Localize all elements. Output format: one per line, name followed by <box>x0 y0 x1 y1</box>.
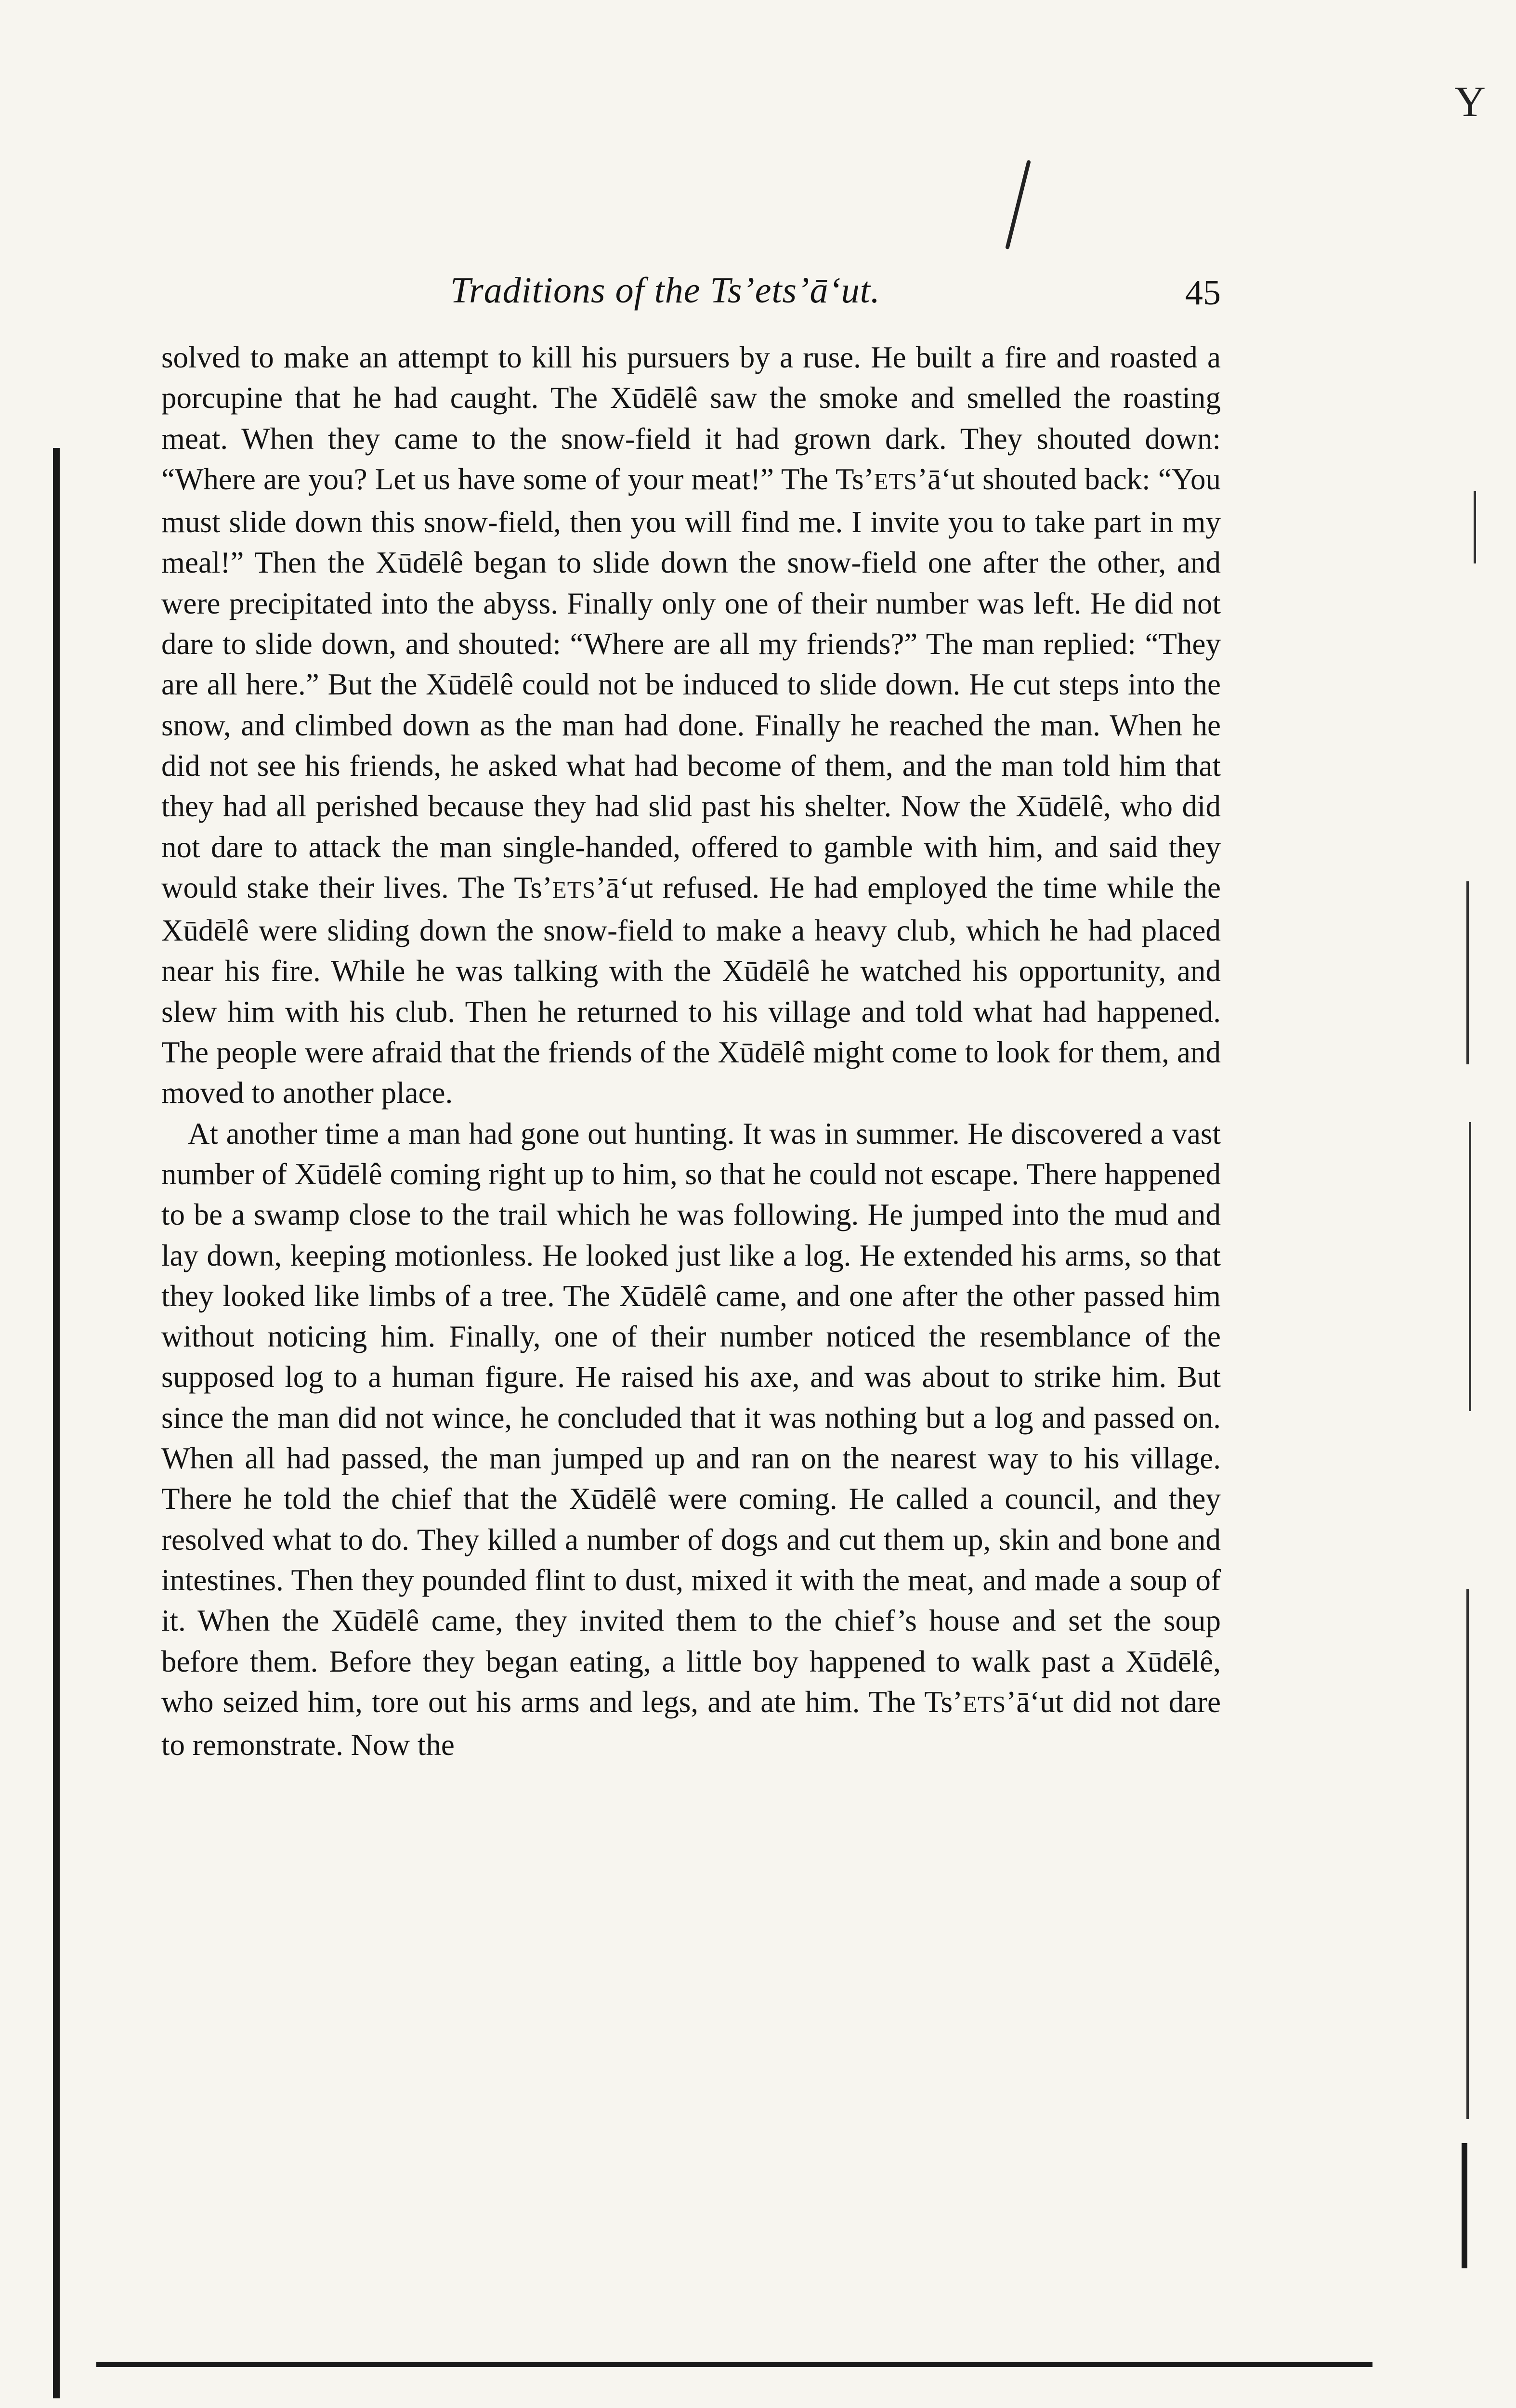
paragraph <box>161 1113 1221 1766</box>
scan-edge-mark <box>1462 2143 1467 2268</box>
text-run: ’ā‘ut shouted back: “You must slide down this snow-field, then you will find me. I invite you to take part in my meal!” Then the Xūdēlê began to slide down the snow-field one after the other, and were precipitated into the abyss. Finally only one of their number was left. He did not dare to slide down, and shouted: “Where are all my friends?” The man replied: “They are all here.” But the Xūdēlê could not be induced to slide down. He cut steps into the snow, and climbed down as the man had done. Finally he reached the man. When he did not see his friends, he asked what had become of them, and the man told him that they had all perished because they had slid past his shelter. Now the Xūdēlê, who did not dare to attack the man single-handed, offered to gamble with him, and said they would stake their lives. The Ts’ <box>161 462 1221 904</box>
running-head <box>161 270 1221 323</box>
smallcaps-run: ETS <box>963 1690 1006 1717</box>
scan-edge-mark <box>1466 1589 1469 2119</box>
page-number: 45 <box>1185 273 1221 313</box>
text-run: ’ā‘ut did not dare to remonstrate. Now the <box>161 1685 1221 1762</box>
running-title: Traditions of the Ts’ets’ā‘ut. <box>450 270 880 311</box>
smallcaps-run: ETS <box>874 468 917 495</box>
pencil-mark <box>1005 160 1031 249</box>
scan-corner-mark: Y <box>1454 78 1486 126</box>
scan-edge-mark <box>1474 491 1476 563</box>
smallcaps-run: ETS <box>552 876 596 903</box>
scan-edge-mark <box>1469 1122 1471 1411</box>
text-run: ’ā‘ut refused. He had employed the time while the Xūdēlê were sliding down the snow-field to make a heavy club, which he had placed near his fire. While he was talking with the Xūdēlê he watched his opportunity, and slew him with his club. Then he returned to his village and told what had happened. The people were afraid that the friends of the Xūdēlê might come to look for them, and moved to another place. <box>161 870 1221 1110</box>
text-run: solved to make an attempt to kill his pursuers by a ruse. He built a fire and roasted a porcupine that he had caught. The Xūdēlê saw the smoke and smelled the roasting meat. When they came to the snow-field it had grown dark. They shouted down: “Where are you? Let us have some of your meat!” The Ts’ <box>161 340 1221 496</box>
scan-edge-mark <box>1466 881 1469 1064</box>
body-text <box>161 337 1221 1765</box>
text-run: At another time a man had gone out hunting. It was in summer. He discovered a vast number of Xūdēlê coming right up to him, so that he could not escape. There happened to be a swamp close to the trail which he was following. He jumped into the mud and lay down, keeping motionless. He looked just like a log. He extended his arms, so that they looked like limbs of a tree. The Xūdēlê came, and one after the other passed him without noticing him. Finally, one of their number noticed the resemblance of the supposed log to a human figure. He raised his axe, and was about to strike him. But since the man did not wince, he concluded that it was nothing but a log and passed on. When all had passed, the man jumped up and ran on the nearest way to his village. There he told the chief that the Xūdēlê were coming. He called a council, and they resolved what to do. They killed a number of dogs and cut them up, skin and bone and intestines. Then they pounded flint to dust, mixed it with the meat, and made a soup of it. When the Xūdēlê came, they invited them to the chief’s house and set the soup before them. Before they began eating, a little boy happened to walk past a Xūdēlê, who seized him, tore out his arms and legs, and ate him. The Ts’ <box>161 1116 1221 1719</box>
scan-margin-shadow <box>53 448 60 2398</box>
paragraph <box>161 337 1221 1113</box>
scan-bottom-edge <box>96 2362 1372 2367</box>
